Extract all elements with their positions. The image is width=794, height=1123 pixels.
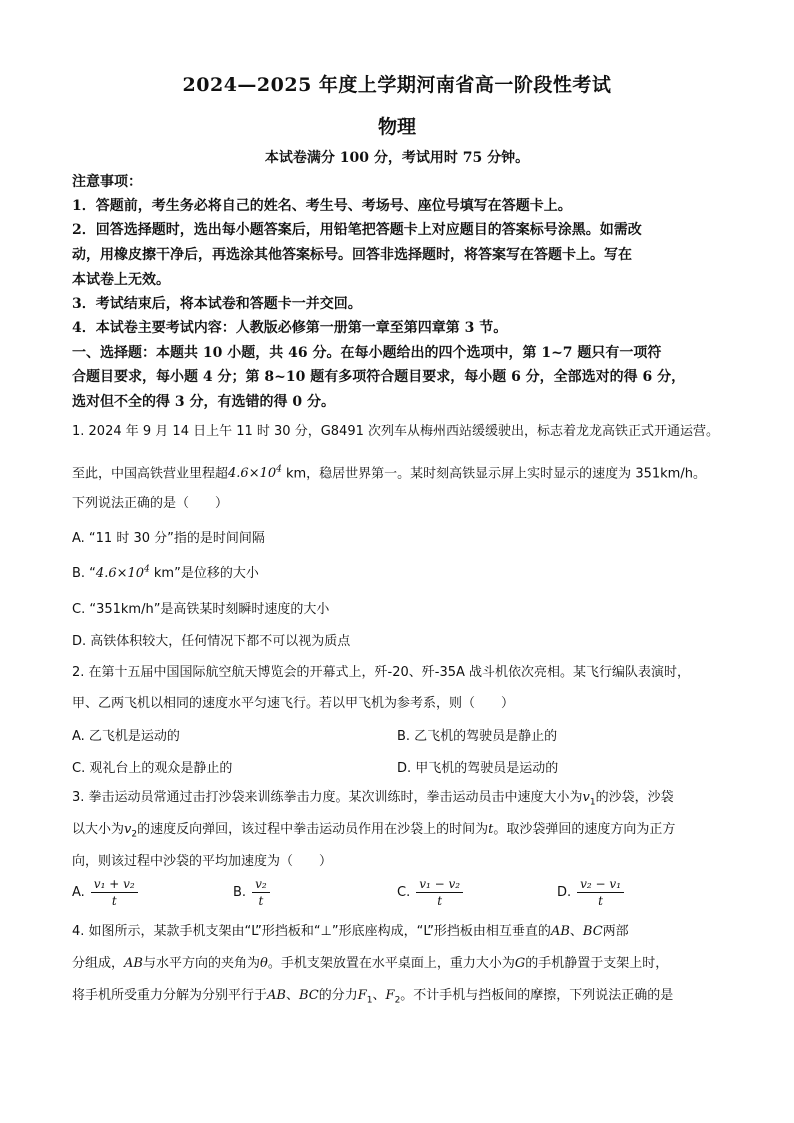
question-text: 与水平方向的夹角为	[142, 956, 260, 971]
question-2-option-b: B. 乙飞机的驾驶员是静止的	[397, 729, 558, 744]
question-text: 将手机所受重力分解为分别平行于	[72, 988, 268, 1003]
fraction-numerator: v₁ − v₂	[416, 876, 463, 893]
question-text: 分组成，	[72, 956, 125, 971]
question-3-option-c	[397, 876, 463, 909]
question-3-stem: 向，则该过程中沙袋的平均加速度为（ ）	[72, 854, 333, 869]
fraction-denominator: t	[437, 894, 443, 908]
question-3-option-d	[557, 876, 624, 909]
fraction-denominator: t	[258, 894, 264, 908]
symbol-bc: BC	[582, 924, 603, 939]
symbol-theta: θ	[259, 956, 268, 971]
symbol-subscript: 1	[589, 797, 596, 808]
option-label: B.	[233, 885, 247, 900]
fraction-numerator: v₂	[252, 876, 270, 893]
question-1-stem: 下列说法正确的是（ ）	[72, 496, 229, 511]
question-3-stem	[72, 820, 746, 845]
question-text: 。手机支架放置在水平桌面上，重力大小为	[267, 956, 515, 971]
fraction-numerator: v₂ − v₁	[577, 876, 624, 893]
question-text: 、	[569, 924, 583, 939]
note-line: 动，用橡皮擦干净后，再选涂其他答案标号。回答非选择题时，将答案写在答题卡上。写在	[72, 247, 632, 263]
note-line: 2．回答选择题时，选出每小题答案后，用铅笔把答题卡上对应题目的答案标号涂黑。如需改	[72, 222, 642, 238]
note-line: 4．本试卷主要考试内容：人教版必修第一册第一章至第四章第 3 节。	[72, 320, 508, 336]
question-1-option-d: D. 高铁体积较大，任何情况下都不可以视为质点	[72, 634, 351, 649]
question-4-stem	[72, 954, 746, 974]
quantity-value: 4.6×10	[228, 466, 277, 482]
question-1-option-b	[72, 562, 259, 581]
symbol-f2: F	[385, 988, 395, 1003]
question-4-stem	[72, 922, 746, 942]
fraction	[91, 876, 138, 909]
question-text: 4. 如图所示，某款手机支架由“L”形挡板和“⊥”形底座构成，“L”形挡板由相互垂直的	[72, 924, 551, 939]
question-3-option-a	[72, 876, 138, 909]
question-text: 、	[372, 988, 386, 1003]
section-instruction: 合题目要求，每小题 4 分；第 8~10 题有多项符合题目要求，每小题 6 分，全部选对的得 6 分，	[72, 369, 686, 385]
fraction	[577, 876, 624, 909]
question-text: 两部	[602, 924, 629, 939]
exam-title: 2024—2025 年度上学期河南省高一阶段性考试	[182, 74, 612, 96]
question-text: 、	[285, 988, 299, 1003]
question-2-stem: 甲、乙两飞机以相同的速度水平匀速飞行。若以甲飞机为参考系，则（ ）	[72, 696, 515, 711]
question-2-option-d: D. 甲飞机的驾驶员是运动的	[397, 761, 559, 776]
quantity-exponent: 4	[144, 564, 150, 575]
option-text: B. “	[72, 566, 96, 581]
question-1-stem	[72, 460, 746, 484]
question-2-option-c: C. 观礼台上的观众是静止的	[72, 761, 233, 776]
section-instruction: 一、选择题：本题共 10 小题，共 46 分。在每小题给出的四个选项中，第 1~7 题只有一项符	[72, 345, 662, 361]
quantity	[228, 466, 282, 481]
option-text: km”是位移的大小	[149, 566, 259, 581]
fraction	[252, 876, 270, 909]
question-text: 的沙袋，沙袋	[595, 790, 674, 805]
question-text: 。取沙袋弹回的速度方向为正方	[493, 822, 676, 837]
fraction-denominator: t	[111, 894, 117, 908]
note-line: 3．考试结束后，将本试卷和答题卡一并交回。	[72, 296, 362, 312]
option-label: A.	[72, 885, 85, 900]
symbol-subscript: 2	[131, 829, 138, 840]
quantity	[96, 566, 150, 581]
question-text: 的手机静置于支架上时，	[525, 956, 669, 971]
exam-meta: 本试卷满分 100 分，考试用时 75 分钟。	[264, 150, 530, 166]
question-text: 的速度反向弹回，该过程中拳击运动员作用在沙袋上的时间为	[137, 822, 489, 837]
section-instruction: 选对但不全的得 3 分，有选错的得 0 分。	[72, 394, 335, 410]
symbol-subscript: 1	[366, 995, 373, 1006]
question-text: km，稳居世界第一。某时刻高铁显示屏上实时显示的速度为 351km/h。	[281, 466, 706, 482]
question-1-option-c: C. “351km/h”是高铁某时刻瞬时速度的大小	[72, 602, 330, 617]
symbol-subscript: 2	[394, 995, 401, 1006]
question-3-option-b	[233, 876, 270, 909]
fraction-numerator: v₁ + v₂	[91, 876, 138, 893]
question-text: 。不计手机与挡板间的摩擦，下列说法正确的是	[400, 988, 674, 1003]
question-text: 的分力	[318, 988, 358, 1003]
symbol-ab: AB	[124, 956, 143, 971]
fraction-denominator: t	[598, 894, 603, 908]
question-1-option-a: A. “11 时 30 分”指的是时间间隔	[72, 531, 265, 546]
notes-heading: 注意事项：	[72, 174, 142, 190]
question-2-stem: 2. 在第十五届中国国际航空航天博览会的开幕式上，歼-20、歼-35A 战斗机依次亮相。某飞行编队表演时，	[72, 665, 691, 680]
quantity-value: 4.6×10	[95, 566, 145, 581]
note-line: 1．答题前，考生务必将自己的姓名、考生号、考场号、座位号填写在答题卡上。	[72, 198, 572, 214]
question-3-stem	[72, 788, 746, 813]
question-2-option-a: A. 乙飞机是运动的	[72, 729, 180, 744]
quantity-exponent: 4	[276, 465, 282, 475]
option-label: D.	[557, 885, 572, 900]
note-line: 本试卷上无效。	[72, 272, 170, 288]
symbol-f1: F	[357, 988, 367, 1003]
option-label: C.	[397, 885, 411, 900]
symbol-v: v	[582, 790, 590, 805]
question-text: 3. 拳击运动员常通过击打沙袋来训练拳击力度。某次训练时，拳击运动员击中速度大小为	[72, 790, 583, 805]
symbol-ab: AB	[550, 924, 570, 939]
fraction	[416, 876, 463, 909]
question-4-stem	[72, 986, 746, 1011]
symbol-g: G	[514, 956, 526, 971]
symbol-ab: AB	[267, 988, 286, 1003]
question-1-stem: 1. 2024 年 9 月 14 日上午 11 时 30 分，G8491 次列车从梅州西站缓缓驶出，标志着龙龙高铁正式开通运营。	[72, 424, 719, 439]
symbol-bc: BC	[298, 988, 319, 1003]
question-text: 以大小为	[72, 822, 125, 837]
question-text: 至此，中国高铁营业里程超	[72, 466, 229, 482]
symbol-t: t	[488, 822, 494, 837]
subject-title: 物理	[377, 116, 416, 138]
symbol-v: v	[124, 822, 132, 837]
